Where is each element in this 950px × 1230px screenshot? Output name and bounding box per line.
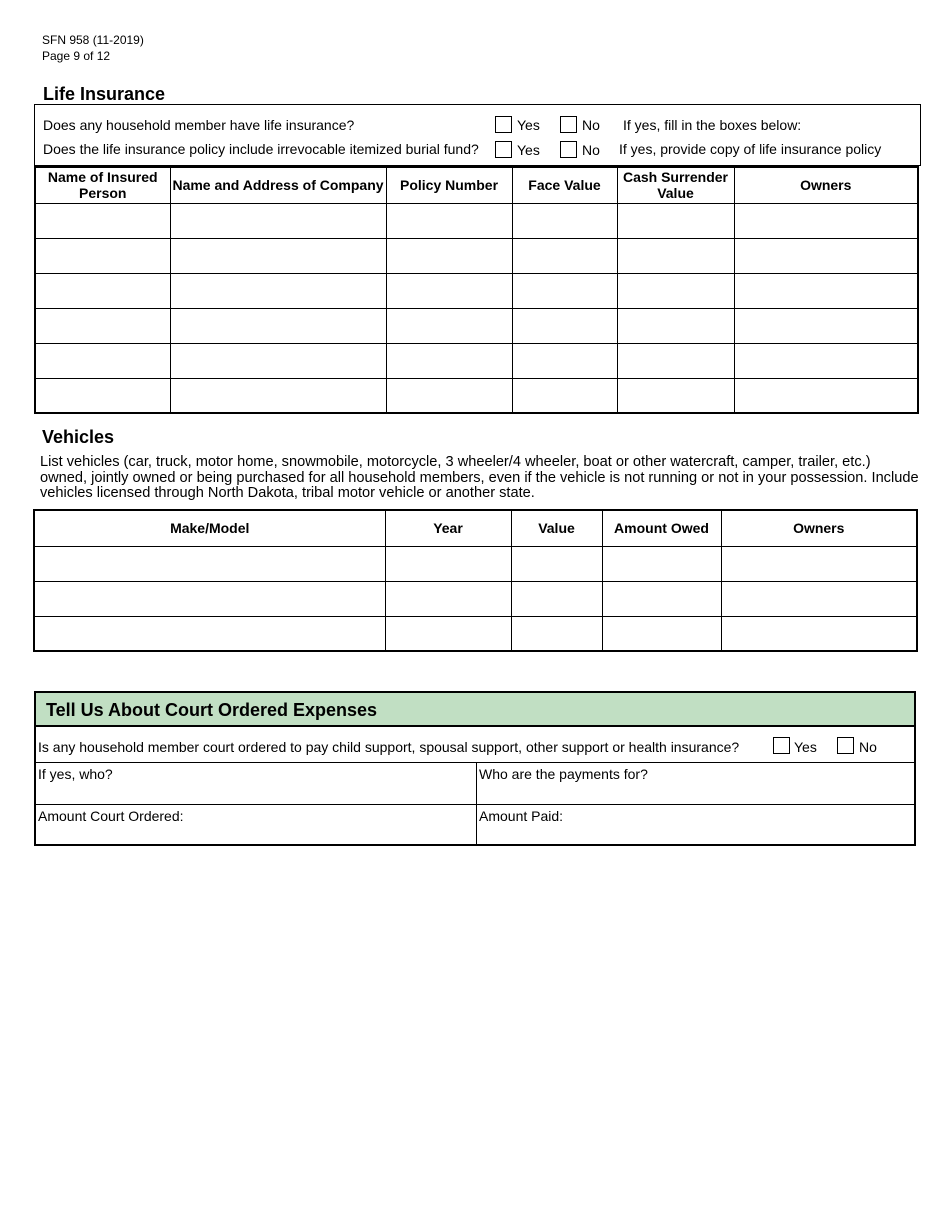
life-insurance-cell[interactable]	[617, 378, 734, 413]
table-header-row	[34, 510, 917, 546]
amount-court-ordered-field[interactable]: Amount Court Ordered:	[38, 808, 184, 824]
vehicle-cell[interactable]	[34, 546, 385, 581]
burial-fund-note: If yes, provide copy of life insurance policy	[619, 141, 882, 157]
life-insurance-cell[interactable]	[617, 238, 734, 273]
amount-paid-field[interactable]: Amount Paid:	[479, 808, 564, 824]
life-insurance-yes-label: Yes	[517, 117, 540, 133]
vehicle-cell[interactable]	[34, 581, 385, 616]
question-has-life-insurance: Does any household member have life insurance?	[43, 117, 355, 133]
life-insurance-table	[34, 166, 919, 414]
col-make-model: Make/Model	[34, 510, 385, 546]
payments-for-field[interactable]: Who are the payments for?	[479, 766, 648, 782]
col-policy-number: Policy Number	[386, 167, 512, 203]
life-insurance-cell[interactable]	[734, 378, 918, 413]
life-insurance-cell[interactable]	[734, 203, 918, 238]
col-value: Value	[511, 510, 602, 546]
vehicle-cell[interactable]	[602, 581, 721, 616]
divider	[36, 804, 914, 805]
if-yes-who-field[interactable]: If yes, who?	[38, 766, 113, 782]
vehicle-cell[interactable]	[511, 581, 602, 616]
col-face-value: Face Value	[512, 167, 617, 203]
burial-fund-no-checkbox[interactable]	[560, 141, 577, 158]
court-no-checkbox[interactable]	[837, 737, 854, 754]
life-insurance-cell[interactable]	[35, 308, 170, 343]
vehicles-table	[33, 509, 918, 652]
court-yes-label: Yes	[794, 739, 817, 755]
life-insurance-cell[interactable]	[617, 343, 734, 378]
vehicle-cell[interactable]	[385, 581, 511, 616]
table-row	[35, 238, 918, 273]
table-row	[35, 308, 918, 343]
life-insurance-cell[interactable]	[170, 378, 386, 413]
vehicle-cell[interactable]	[602, 616, 721, 651]
vehicle-cell[interactable]	[602, 546, 721, 581]
page-number: Page 9 of 12	[42, 49, 111, 63]
table-row	[34, 616, 917, 651]
life-insurance-note: If yes, fill in the boxes below:	[623, 117, 802, 133]
life-insurance-cell[interactable]	[386, 308, 512, 343]
life-insurance-cell[interactable]	[617, 273, 734, 308]
life-insurance-yes-checkbox[interactable]	[495, 116, 512, 133]
court-yes-checkbox[interactable]	[773, 737, 790, 754]
burial-fund-no-label: No	[582, 142, 600, 158]
court-section-header	[36, 693, 914, 727]
life-insurance-cell[interactable]	[170, 238, 386, 273]
table-row	[35, 273, 918, 308]
life-insurance-cell[interactable]	[35, 273, 170, 308]
form-id: SFN 958 (11-2019)	[42, 33, 144, 47]
vehicle-cell[interactable]	[385, 616, 511, 651]
vehicle-cell[interactable]	[511, 546, 602, 581]
col-owners: Owners	[734, 167, 918, 203]
col-company: Name and Address of Company	[170, 167, 386, 203]
divider	[36, 762, 914, 763]
life-insurance-cell[interactable]	[386, 273, 512, 308]
vehicle-cell[interactable]	[721, 616, 917, 651]
col-cash-surrender: Cash Surrender Value	[617, 167, 734, 203]
life-insurance-cell[interactable]	[386, 238, 512, 273]
life-insurance-cell[interactable]	[170, 343, 386, 378]
table-row	[34, 581, 917, 616]
vehicle-cell[interactable]	[511, 616, 602, 651]
court-question: Is any household member court ordered to pay child support, spousal support, other support or health insurance?	[38, 739, 740, 755]
life-insurance-cell[interactable]	[386, 203, 512, 238]
life-insurance-cell[interactable]	[734, 343, 918, 378]
table-row	[35, 378, 918, 413]
life-insurance-cell[interactable]	[617, 308, 734, 343]
vehicle-cell[interactable]	[721, 581, 917, 616]
table-row	[34, 546, 917, 581]
col-year: Year	[385, 510, 511, 546]
question-burial-fund: Does the life insurance policy include irrevocable itemized burial fund?	[43, 141, 479, 157]
court-no-label: No	[859, 739, 877, 755]
table-header-row	[35, 167, 918, 203]
life-insurance-cell[interactable]	[734, 238, 918, 273]
vehicle-cell[interactable]	[34, 616, 385, 651]
col-insured-person: Name of Insured Person	[35, 167, 170, 203]
divider	[476, 762, 477, 846]
vehicle-cell[interactable]	[721, 546, 917, 581]
vehicles-title: Vehicles	[42, 427, 115, 447]
life-insurance-no-checkbox[interactable]	[560, 116, 577, 133]
life-insurance-cell[interactable]	[734, 308, 918, 343]
court-ordered-section	[34, 691, 916, 846]
life-insurance-cell[interactable]	[386, 378, 512, 413]
vehicle-cell[interactable]	[385, 546, 511, 581]
life-insurance-cell[interactable]	[35, 238, 170, 273]
burial-fund-yes-label: Yes	[517, 142, 540, 158]
life-insurance-cell[interactable]	[35, 378, 170, 413]
life-insurance-cell[interactable]	[386, 343, 512, 378]
life-insurance-cell[interactable]	[170, 203, 386, 238]
life-insurance-cell[interactable]	[512, 203, 617, 238]
life-insurance-cell[interactable]	[512, 273, 617, 308]
life-insurance-cell[interactable]	[35, 343, 170, 378]
burial-fund-yes-checkbox[interactable]	[495, 141, 512, 158]
col-amount-owed: Amount Owed	[602, 510, 721, 546]
life-insurance-title: Life Insurance	[43, 84, 166, 104]
table-row	[35, 343, 918, 378]
court-section-title: Tell Us About Court Ordered Expenses	[46, 700, 378, 720]
life-insurance-cell[interactable]	[512, 343, 617, 378]
life-insurance-cell[interactable]	[35, 203, 170, 238]
col-vehicle-owners: Owners	[721, 510, 917, 546]
life-insurance-cell[interactable]	[512, 308, 617, 343]
life-insurance-no-label: No	[582, 117, 600, 133]
life-insurance-cell[interactable]	[617, 203, 734, 238]
life-insurance-cell[interactable]	[734, 273, 918, 308]
life-insurance-cell[interactable]	[512, 378, 617, 413]
life-insurance-questions	[34, 104, 921, 166]
vehicles-description: List vehicles (car, truck, motor home, snowmobile, motorcycle, 3 wheeler/4 wheeler, boat or other watercraft, camper, trailer, etc.) owned, jointly owned or being purchased for all household members, even if the vehicle is not running or not in your possession. Include vehicles licensed through North Dakota, tribal motor vehicle or another state.	[40, 454, 919, 501]
life-insurance-cell[interactable]	[512, 238, 617, 273]
life-insurance-cell[interactable]	[170, 308, 386, 343]
life-insurance-cell[interactable]	[170, 273, 386, 308]
table-row	[35, 203, 918, 238]
